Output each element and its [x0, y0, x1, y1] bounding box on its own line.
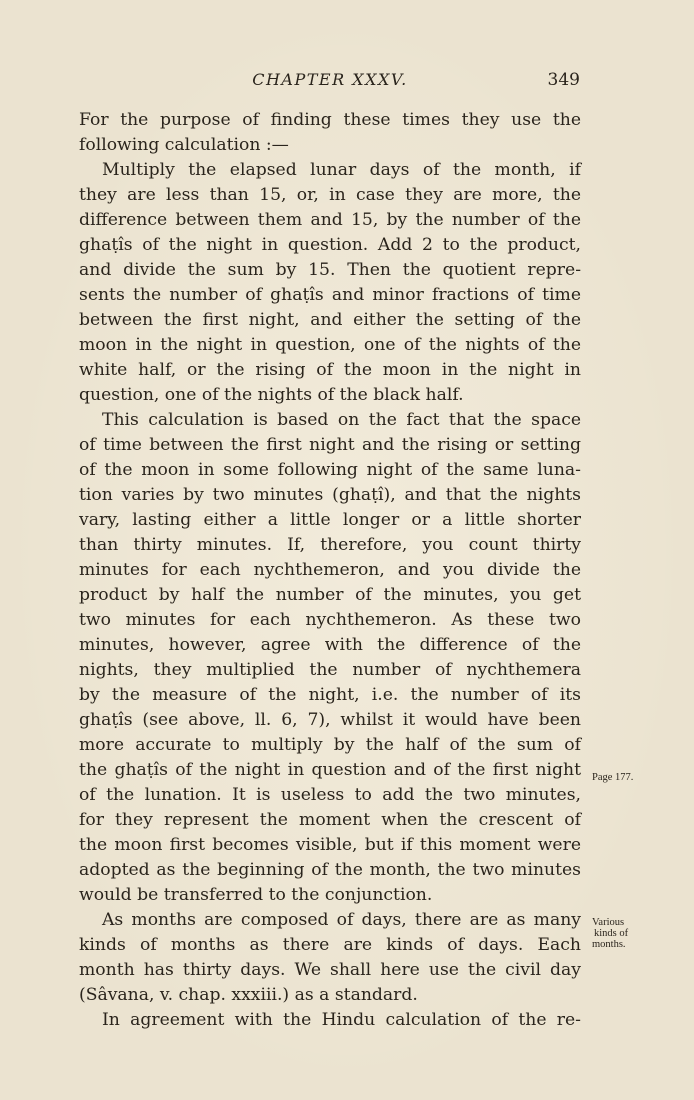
- text-line: of time between the first night and the rising or setting: [79, 435, 581, 455]
- text-line: between the first night, and either the setting of the: [79, 310, 581, 330]
- sidenote-page-reference: Page 177.: [592, 772, 634, 783]
- text-line: Multiply the elapsed lunar days of the month, if: [102, 160, 581, 180]
- sidenote-line: Various: [592, 917, 625, 928]
- text-line: sents the number of ghaṭîs and minor fractions of time: [79, 285, 581, 305]
- text-line: more accurate to multiply by the half of the sum of: [79, 735, 581, 755]
- text-line: month has thirty days. We shall here use the civil day: [79, 960, 581, 980]
- running-header: [80, 70, 580, 96]
- text-line: for they represent the moment when the crescent of: [79, 810, 581, 830]
- text-line: of the moon in some following night of the same luna-: [79, 460, 581, 480]
- text-line: adopted as the beginning of the month, the two minutes: [79, 860, 581, 880]
- body-text: [79, 108, 581, 1033]
- text-line: (Sâvana, v. chap. xxxiii.) as a standard.: [79, 985, 418, 1005]
- text-line: two minutes for each nychthemeron. As these two: [79, 610, 581, 630]
- text-line: would be transferred to the conjunction.: [79, 885, 433, 905]
- text-line: they are less than 15, or, in case they are more, the: [79, 185, 581, 205]
- text-line: and divide the sum by 15. Then the quotient repre-: [79, 260, 581, 280]
- text-line: In agreement with the Hindu calculation of the re-: [102, 1010, 581, 1030]
- page-number: 349: [547, 70, 580, 90]
- text-line: moon in the night in question, one of the nights of the: [79, 335, 581, 355]
- text-line: the ghaṭîs of the night in question and of the first night: [79, 760, 581, 780]
- text-line: tion varies by two minutes (ghaṭî), and that the nights: [79, 485, 581, 505]
- sidenote-various-months: [592, 917, 628, 950]
- text-line: difference between them and 15, by the number of the: [79, 210, 581, 230]
- text-line: As months are composed of days, there are as many: [102, 910, 581, 930]
- sidenote-line: kinds of: [594, 928, 629, 939]
- text-line: of the lunation. It is useless to add the two minutes,: [79, 785, 581, 805]
- text-line: kinds of months as there are kinds of days. Each: [79, 935, 581, 955]
- text-line: ghaṭîs of the night in question. Add 2 to the product,: [79, 235, 581, 255]
- text-line: following calculation :—: [79, 135, 289, 155]
- text-line: For the purpose of finding these times they use the: [79, 110, 581, 130]
- chapter-title: CHAPTER XXXV.: [252, 70, 408, 89]
- text-line: minutes, however, agree with the difference of the: [79, 635, 581, 655]
- text-line: ghaṭîs (see above, ll. 6, 7), whilst it would have been: [79, 710, 581, 730]
- text-line: This calculation is based on the fact that the space: [102, 410, 581, 430]
- text-line: the moon first becomes visible, but if this moment were: [79, 835, 581, 855]
- text-line: white half, or the rising of the moon in the night in: [79, 360, 581, 380]
- text-line: minutes for each nychthemeron, and you divide the: [79, 560, 581, 580]
- text-line: product by half the number of the minutes, you get: [79, 585, 581, 605]
- text-line: than thirty minutes. If, therefore, you count thirty: [79, 535, 581, 555]
- text-line: question, one of the nights of the black half.: [79, 385, 464, 405]
- text-line: by the measure of the night, i.e. the number of its: [79, 685, 581, 705]
- sidenote-line: months.: [592, 939, 626, 950]
- text-line: nights, they multiplied the number of nychthemera: [79, 660, 581, 680]
- text-line: vary, lasting either a little longer or a little shorter: [79, 510, 581, 530]
